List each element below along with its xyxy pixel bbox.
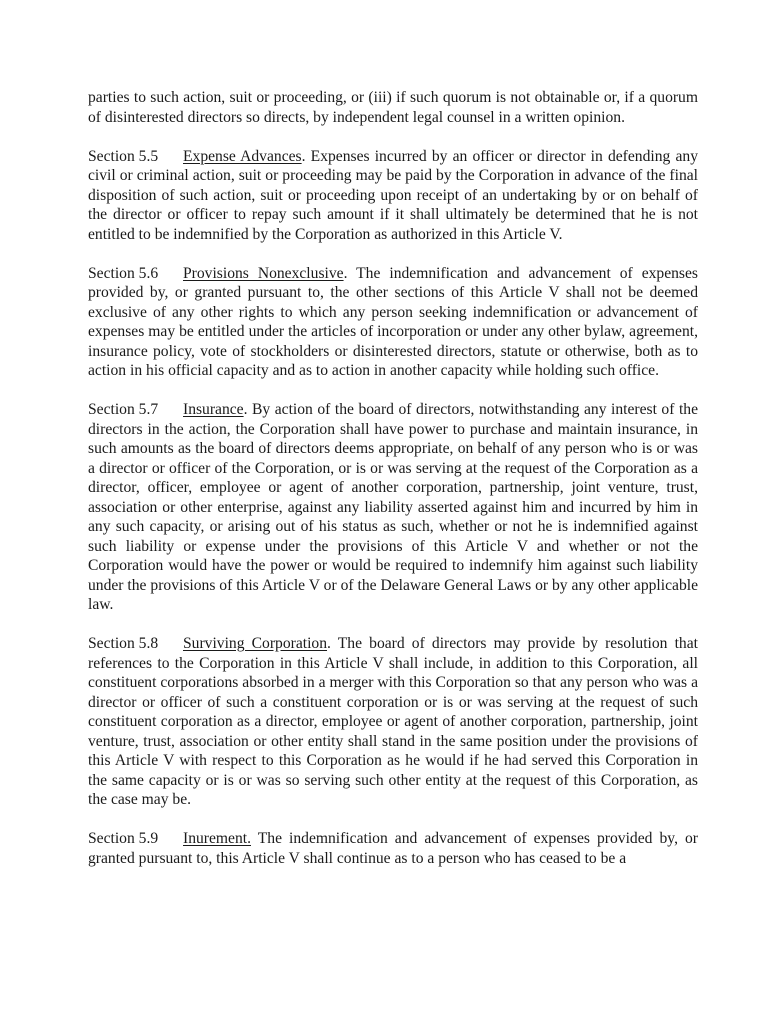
section-body: The indemnification and advancement of expenses provided by, or granted pursuant to, this Article V shall continue as to a person who has ceased to be a (88, 830, 698, 867)
section-number: Section 5.7 (88, 401, 159, 418)
section-5-5 (88, 147, 698, 245)
section-title-punct: . (327, 635, 331, 652)
section-number: Section 5.6 (88, 264, 159, 282)
section-body: The indemnification and advancement of expenses provided by, or granted pursuant to, the other sections of this Article V shall not be deemed exclusive of any other rights to which any person seeking indemnification or advancement of expenses may be entitled under the articles of incorporation or under any other bylaw, agreement, insurance policy, vote of stockholders or disinterested directors, statute or otherwise, both as to action in his official capacity and as to action in another capacity while holding such office. (88, 264, 698, 379)
section-5-8 (88, 634, 698, 810)
section-body: The board of directors may provide by resolution that references to the Corporation in this Article V shall include, in addition to this Corporation, all constituent corporations absorbed in a merger with this Corporation so that any person who was a director or officer of such a constituent corporation or is or was serving at the request of such constituent corporation as a director, employee or agent of another corporation, partnership, joint venture, trust, association or other entity shall stand in the same position under the provisions of this Article V with respect to this Corporation as he would if he had served this Corporation in the same capacity or is or was so serving such other entity at the request of this Corporation, as the case may be. (88, 635, 698, 808)
section-title: Provisions Nonexclusive (183, 264, 344, 282)
section-title: Insurance (183, 401, 244, 418)
section-body: Expenses incurred by an officer or director in defending any civil or criminal action, suit or proceeding may be paid by the Corporation in advance of the final disposition of such action, suit or proceeding upon receipt of an undertaking by or on behalf of the director or officer to repay such amount if it shall ultimately be determined that he is not entitled to be indemnified by the Corporation as authorized in this Article V. (88, 147, 698, 243)
section-number: Section 5.8 (88, 635, 159, 652)
section-title-punct: . (243, 401, 248, 418)
section-title: Inurement. (183, 830, 251, 847)
section-5-7 (88, 400, 698, 615)
section-number: Section 5.9 (88, 830, 159, 847)
section-title: Expense Advances (183, 147, 302, 165)
section-5-9 (88, 829, 698, 868)
section-title-punct: . (301, 147, 306, 165)
section-5-6 (88, 264, 698, 381)
document-page (88, 88, 698, 888)
section-body: By action of the board of directors, notwithstanding any interest of the directors in the action, the Corporation shall have power to purchase and maintain insurance, in such amounts as the board of directors deems appropriate, on behalf of any person who is or was a director or officer of the Corporation, or is or was serving at the request of the Corporation as a director, officer, employee or agent of another corporation, partnership, joint venture, trust, association or other enterprise, against any liability asserted against him and incurred by him in any such capacity, or arising out of his status as such, whether or not he is indemnified against such liability or expense under the provisions of this Article V and whether or not the Corporation would have the power or would be required to indemnify him against such liability under the provisions of this Article V or of the Delaware General Laws or by any other applicable law. (88, 401, 698, 613)
continuation-paragraph: parties to such action, suit or proceeding, or (iii) if such quorum is not obtainable or, if a quorum of disinterested directors so directs, by independent legal counsel in a written opinion. (88, 89, 698, 126)
section-number: Section 5.5 (88, 147, 159, 165)
section-title-punct: . (343, 264, 348, 282)
section-title: Surviving Corporation (183, 635, 328, 652)
